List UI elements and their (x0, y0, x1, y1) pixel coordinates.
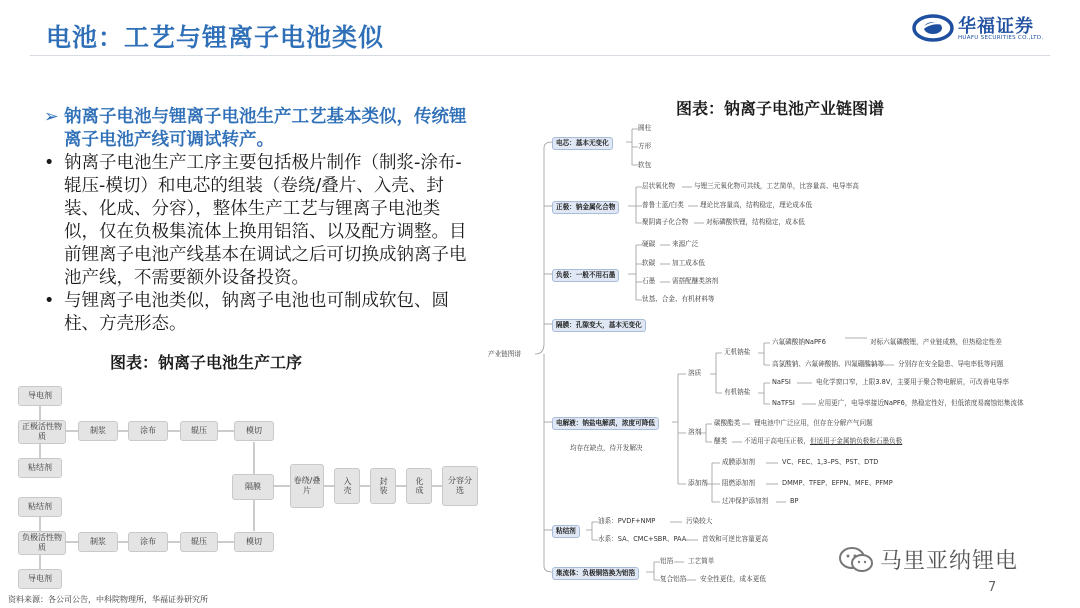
watermark-text: 马里亚纳锂电 (880, 549, 1019, 574)
electrolyte-organic: 有机钠盐 (724, 388, 751, 396)
step-formation: 化成 (406, 468, 432, 504)
additive-item-desc: BP (790, 497, 799, 505)
step-separator: 隔膜 (232, 474, 274, 500)
solvent-item-name: 醚类 (714, 437, 728, 445)
input-cathode-active: 正极活性物质 (18, 420, 66, 444)
organic-item-name: NaTFSI (772, 399, 795, 407)
anode-item-name: 硬碳 (642, 240, 656, 248)
additive-item-name: 成膜添加剂 (722, 458, 755, 466)
cathode-item-name: 聚阴离子化合物 (642, 218, 689, 226)
branch-cathode: 正极：钠金属化合物 (552, 201, 619, 214)
source-note: 资料来源：各公司公告，中科院物理所，华福证券研究所 (8, 595, 208, 604)
step-rolling: 辊压 (180, 532, 218, 552)
cell-item-pouch: 软包 (638, 161, 652, 169)
input-binder: 粘结剂 (18, 458, 62, 478)
logo-text-en: HUAFU SECURITIES CO.,LTD. (958, 35, 1044, 41)
arrow-bullet-icon: ➢ (44, 107, 59, 127)
branch-separator: 隔膜：孔隙变大，基本无变化 (552, 319, 646, 332)
input-conductive-agent: 导电剂 (18, 386, 62, 406)
anode-item-name: 软碳 (642, 259, 656, 267)
inorganic-item-desc: 对标六氟磷酸锂，产业链成熟，但热稳定性差 (870, 338, 1002, 346)
body-text (44, 106, 474, 336)
branch-electrolyte: 电解液：钠盐电解质，浓度可降低 (552, 417, 659, 430)
step-winding-stacking: 卷绕/叠片 (290, 464, 324, 508)
process-flowchart (0, 378, 490, 593)
input-binder: 粘结剂 (18, 497, 62, 517)
anode-item-name: 钛基、合金、有机材料等 (642, 295, 715, 303)
process-chart-title: 图表：钠离子电池生产工序 (110, 353, 303, 372)
electrolyte-additive: 添加剂 (688, 479, 708, 487)
bullet-item (44, 152, 474, 290)
input-anode-active: 负极活性物质 (18, 531, 66, 555)
organic-item-desc: 电化学窗口窄，上限3.8V，主要用于聚合物电解质，可改善电导率 (816, 378, 1010, 386)
solvent-item-name: 碳酸酯类 (714, 419, 741, 427)
branch-current-collector: 集流体：负极铜箔换为铝箔 (552, 567, 639, 580)
step-slurry: 制浆 (78, 532, 118, 552)
organic-item-name: NaFSI (772, 378, 791, 386)
mindmap-root: 产业链图谱 (488, 350, 521, 358)
electrolyte-note: 均存在缺点，待开发解决 (570, 444, 643, 452)
collector-item-desc: 安全性更佳，成本更低 (700, 575, 766, 583)
organic-item-desc: 应用更广，电导率接近NaPF6，热稳定性好，但低浓度易腐蚀铝集流体 (818, 399, 1024, 407)
lead-text: 钠离子电池与锂离子电池生产工艺基本类似，传统锂离子电池产线可调试转产。 (64, 107, 467, 150)
inorganic-item-name: 高氯酸钠、六氟砷酸钠、四氟硼酸钠等 (772, 360, 885, 368)
additive-item-name: 过冲保护添加剂 (722, 497, 769, 505)
cell-item-prismatic: 方形 (638, 142, 652, 150)
anode-item-desc: 需搭配醚类溶剂 (672, 277, 719, 285)
additive-item-desc: VC、FEC、1,3–PS、PST、DTD (782, 458, 879, 466)
wechat-icon (838, 546, 874, 574)
dot-bullet-icon: • (44, 291, 55, 311)
logo-text-cn: 华福证券 (958, 16, 1034, 37)
electrolyte-inorganic: 无机钠盐 (724, 348, 751, 356)
branch-anode: 负极：一般不用石墨 (552, 269, 619, 282)
binder-item-name: 油系：PVDF+NMP (598, 517, 656, 525)
industry-chain-mindmap (480, 112, 1080, 587)
cathode-item-name: 层状氧化物 (642, 182, 675, 190)
solvent-item-desc: 锂电池中广泛应用，但存在分解产气问题 (754, 419, 873, 427)
dot-bullet-icon: • (44, 153, 55, 173)
lead-bullet (44, 106, 474, 152)
step-die-cutting: 模切 (234, 421, 274, 441)
solvent-item-desc: 不适用于高电压正极，但适用于金属钠负极和石墨负极 (744, 437, 903, 445)
cathode-item-name: 普鲁士蓝/白类 (642, 201, 684, 209)
electrolyte-solute: 溶质 (688, 369, 702, 377)
inorganic-item-name: 六氟磷酸钠NaPF6 (772, 338, 826, 346)
cathode-item-desc: 对标磷酸铁锂，结构稳定，成本低 (706, 218, 805, 226)
step-die-cutting: 模切 (234, 532, 274, 552)
bullet-text: 与锂离子电池类似，钠离子电池也可制成软包、圆柱、方壳形态。 (64, 291, 449, 334)
inorganic-item-desc: 分别存在安全隐患、导电率低等问题 (898, 360, 1004, 368)
header-divider (30, 55, 1050, 56)
step-grading: 分容分选 (442, 466, 478, 506)
step-rolling: 辊压 (180, 421, 218, 441)
electrolyte-solvent: 溶剂 (688, 428, 702, 436)
step-casing: 入壳 (334, 468, 360, 504)
cathode-item-desc: 与锂三元氧化物可共线，工艺简单，比容量高、电导率高 (694, 182, 859, 190)
watermark (838, 544, 1058, 576)
step-coating: 涂布 (128, 421, 168, 441)
additive-item-name: 阻燃添加剂 (722, 479, 755, 487)
company-logo (912, 12, 1052, 46)
bullet-item (44, 290, 474, 336)
binder-item-desc: 首效和可逆比容量更高 (702, 535, 768, 543)
cell-item-cylindrical: 圆柱 (638, 124, 652, 132)
page-title: 电池：工艺与锂离子电池类似 (46, 23, 385, 52)
branch-cell: 电芯：基本无变化 (552, 137, 613, 150)
collector-item-desc: 工艺简单 (688, 557, 715, 565)
additive-item-desc: DMMP、TFEP、EFPN、MFE、PFMP (782, 479, 893, 487)
collector-item-name: 铝箔 (660, 557, 674, 565)
industry-chain-title: 图表：钠离子电池产业链图谱 (676, 99, 885, 118)
anode-item-desc: 加工成本低 (672, 259, 705, 267)
cathode-item-desc: 理论比容量高，结构稳定，理论成本低 (700, 201, 813, 209)
step-coating: 涂布 (128, 532, 168, 552)
input-conductive-agent: 导电剂 (18, 569, 62, 589)
anode-item-desc: 来源广泛 (672, 240, 699, 248)
branch-binder: 粘结剂 (552, 525, 580, 538)
step-sealing: 封装 (370, 468, 396, 504)
step-slurry: 制浆 (78, 421, 118, 441)
binder-item-name: 水系：SA、CMC+SBR、PAA (598, 535, 687, 543)
collector-item-name: 复合铝箔 (660, 575, 687, 583)
anode-item-name: 石墨 (642, 277, 656, 285)
bullet-text: 钠离子电池生产工序主要包括极片制作（制浆-涂布-辊压-模切）和电芯的组装（卷绕/叠片、入壳、封装、化成、分容），整体生产工艺与锂离子电池类似，仅在负极集流体上换用铝箔、以及配方调整。目前锂离子电池产线基本在调试之后可切换成钠离子电池产线，不需要额外设备投资。 (64, 153, 467, 288)
page-number: 7 (988, 580, 997, 595)
binder-item-desc: 污染较大 (686, 517, 713, 525)
company-logo-icon (912, 14, 954, 42)
